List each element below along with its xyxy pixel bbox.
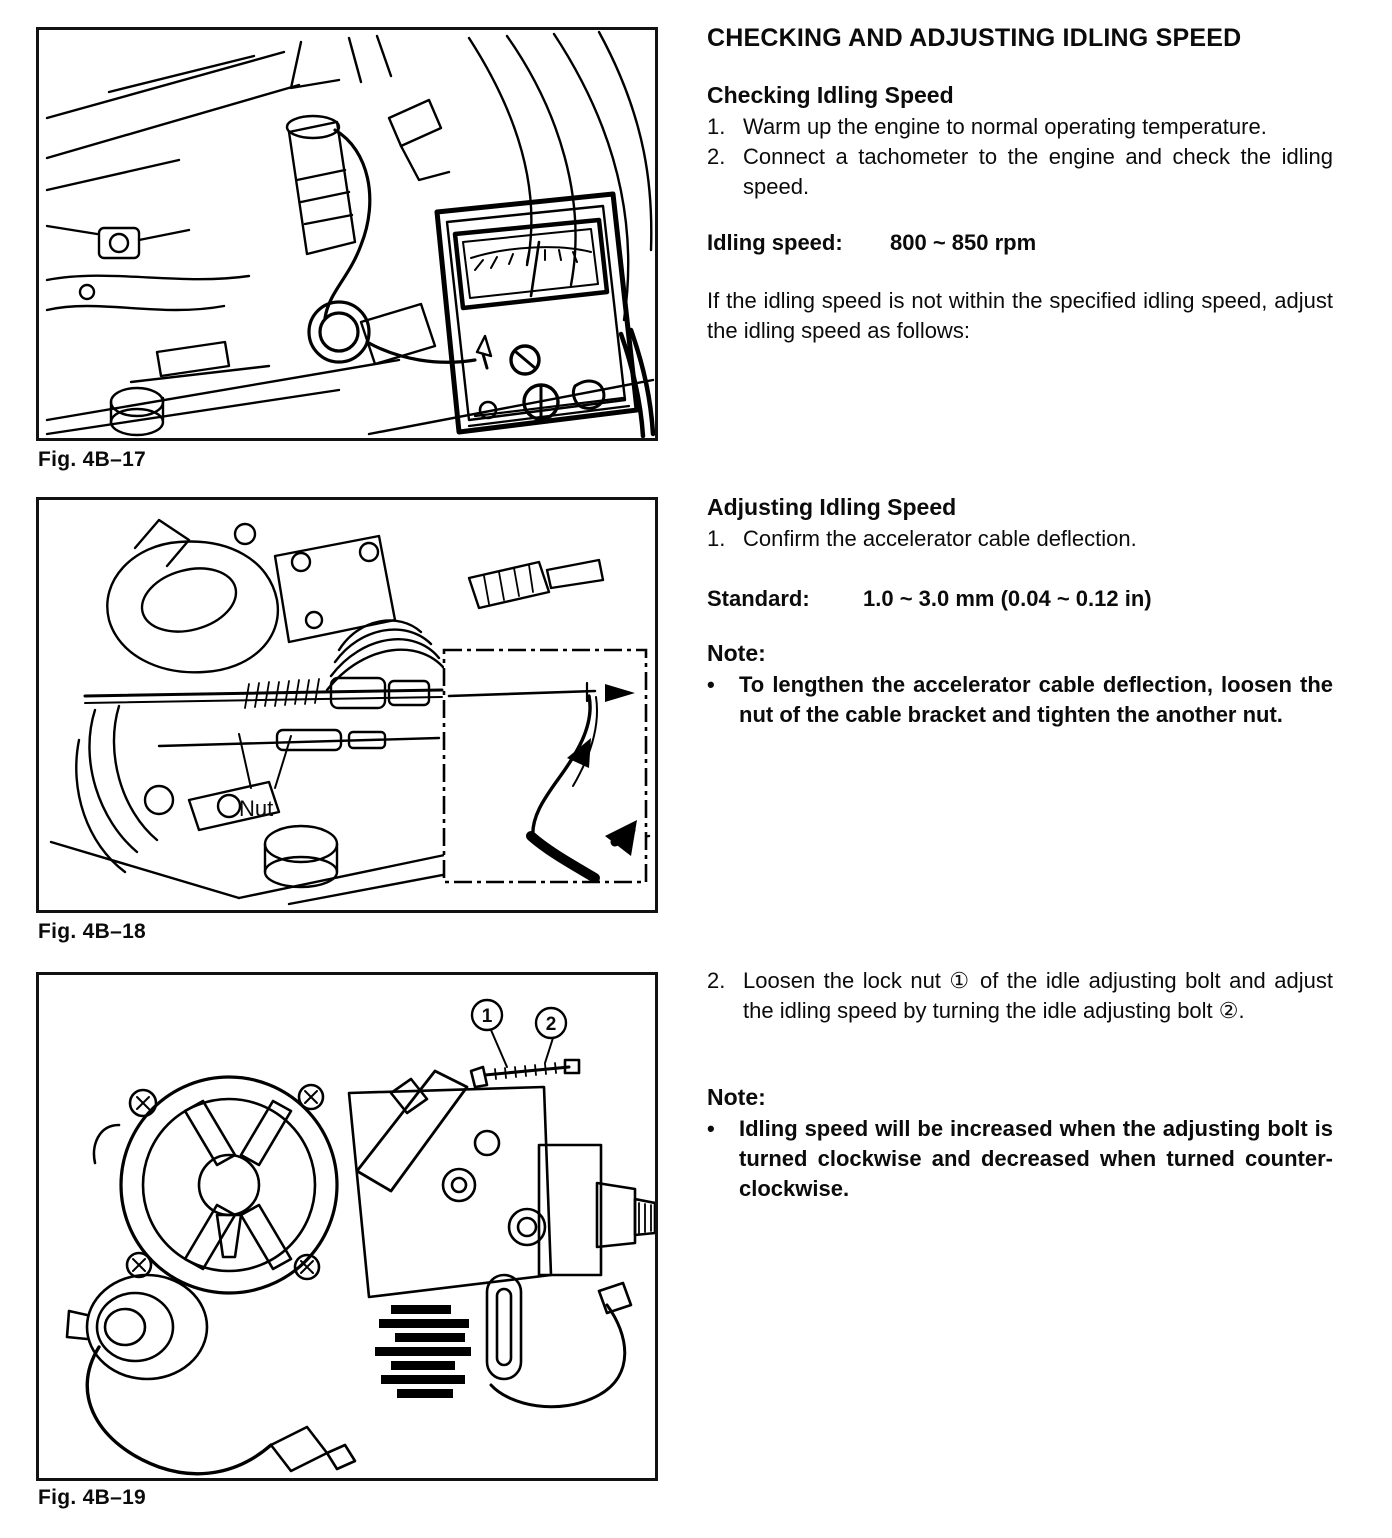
checking-step-1	[707, 112, 1333, 142]
note2-bullet-item	[707, 1114, 1333, 1204]
step-number: 2.	[707, 968, 726, 993]
standard-spec	[707, 584, 1333, 614]
figure-4b18-box	[36, 497, 658, 913]
bullet-icon: •	[707, 1116, 715, 1141]
note-text: To lengthen the accelerator cable deflection, loosen the nut of the cable bracket and tighten the another nut.	[739, 672, 1333, 727]
figure-4b17-caption: Fig. 4B–17	[38, 448, 147, 471]
engine-tachometer-illustration	[39, 30, 655, 438]
svg-text:2: 2	[545, 1014, 557, 1035]
spec-label: Idling speed:	[707, 230, 843, 255]
step-text: Confirm the accelerator cable deflection.	[743, 526, 1137, 551]
adjusting-step-2	[707, 966, 1333, 1026]
figure-4b19-caption: Fig. 4B–19	[38, 1486, 147, 1509]
checking-paragraph: If the idling speed is not within the specified idling speed, adjust the idling speed as follows:	[707, 288, 1333, 343]
svg-text:1: 1	[481, 1006, 493, 1027]
injection-pump-illustration	[39, 975, 655, 1478]
callout-1	[472, 1000, 502, 1030]
step-number: 2.	[707, 144, 726, 169]
note-text: Idling speed will be increased when the adjusting bolt is turned clockwise and decreased when turned counter-clockwise.	[739, 1116, 1333, 1201]
section-checking-heading: Checking Idling Speed	[707, 82, 954, 108]
page-title: CHECKING AND ADJUSTING IDLING SPEED	[707, 24, 1242, 52]
spec-label: Standard:	[707, 586, 810, 611]
figure-4b18-caption: Fig. 4B–18	[38, 920, 147, 943]
bullet-icon: •	[707, 672, 715, 697]
coiled-wire	[309, 302, 369, 362]
step-text: Warm up the engine to normal operating temperature.	[743, 114, 1267, 139]
spec-value: 800 ~ 850 rpm	[890, 230, 1037, 255]
checking-step-2	[707, 142, 1333, 202]
note-bullet-item	[707, 670, 1333, 730]
note-heading: Note:	[707, 640, 766, 666]
section-adjusting-heading: Adjusting Idling Speed	[707, 494, 957, 520]
step-text: Connect a tachometer to the engine and check the idling speed.	[743, 144, 1333, 199]
spec-value: 1.0 ~ 3.0 mm (0.04 ~ 0.12 in)	[863, 586, 1152, 611]
figure-4b19-box	[36, 972, 658, 1481]
gear-fin-cluster	[375, 1305, 471, 1398]
step-number: 1.	[707, 114, 726, 139]
adjusting-step-1	[707, 524, 1333, 554]
step-number: 1.	[707, 526, 726, 551]
figure-4b17-box	[36, 27, 658, 441]
step-text: Loosen the lock nut ① of the idle adjusting bolt and adjust the idling speed by turning the idle adjusting bolt ②.	[743, 968, 1333, 1023]
accelerator-cable-illustration	[39, 500, 655, 910]
callout-2	[536, 1008, 566, 1038]
note2-heading: Note:	[707, 1084, 766, 1110]
nut-label: Nut	[239, 796, 274, 821]
inset-detail-box	[444, 650, 646, 882]
idling-speed-spec	[707, 228, 1333, 258]
